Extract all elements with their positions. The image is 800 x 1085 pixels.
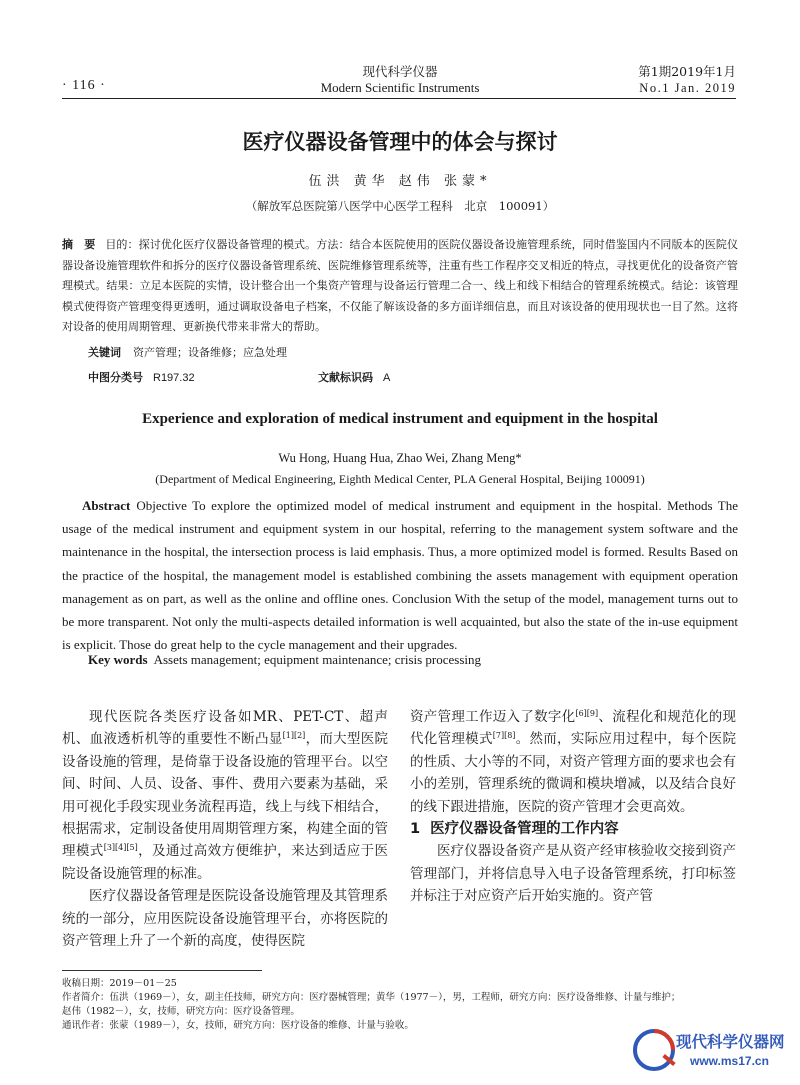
abstract-en	[62, 494, 738, 656]
doc-code-label: 文献标识码	[318, 371, 373, 384]
footnote-author-bio: 作者简介：伍洪（1969－），女，副主任技师，研究方向：医疗器械管理；黄华（1977－），男，工程师，研究方向：医疗设备维修、计量与维护；	[62, 992, 681, 1003]
abstract-en-text: Objective To explore the optimized model of medical instrument and equipment in the hospital. Methods The usage of the medical instrument and equipment system in our hospital, referring to the management system software and the maintenance in the hospital, the intersection process is laid emphasis. Thus, a more optimized model is formed. Results Based on the practice of the hospital, the management model is established combining the assets management with equipment operation management as on part, as well as the online and offline ones. Conclusion With the setup of the model, management turns out to be more transparent. Not only the multi-aspects detailed information is well acquainted, but also the state of the in-use equipment is explicit. Those do great help to the cycle management and their upgrades.	[62, 498, 738, 653]
clc-number	[88, 369, 195, 385]
paper-title-cn: 医疗仪器设备管理中的体会与探讨	[242, 129, 558, 154]
journal-name-cn: 现代科学仪器	[362, 64, 438, 79]
keywords-en-label: Key words	[88, 652, 148, 667]
body-column-right	[410, 706, 736, 908]
clc-value: R197.32	[153, 372, 195, 384]
keywords-cn	[88, 344, 287, 360]
authors-cn: 伍洪 黄华 赵伟 张蒙*	[308, 174, 492, 189]
keywords-cn-text: 资产管理；设备维修；应急处理	[133, 346, 287, 359]
citation: [3][4][5]	[103, 843, 138, 853]
authors-en: Wu Hong, Huang Hua, Zhao Wei, Zhang Meng*	[278, 451, 522, 465]
header-rule	[62, 98, 736, 99]
footnote-rule	[62, 970, 262, 971]
doc-code-value: A	[383, 372, 391, 384]
keywords-en	[88, 652, 481, 668]
footnote-corresponding: 通讯作者：张蒙（1989－），女，技师，研究方向：医疗设备的维修、计量与验收。	[62, 1020, 414, 1031]
abstract-cn	[62, 235, 738, 338]
paper-title-en: Experience and exploration of medical instrument and equipment in the hospital	[142, 411, 658, 427]
watermark-url: www.ms17.cn	[690, 1054, 769, 1068]
affiliation-cn: （解放军总医院第八医学中心医学工程科 北京 100091）	[245, 199, 555, 213]
citation: [6][9]	[575, 709, 599, 718]
keywords-en-text: Assets management; equipment maintenance; crisis processing	[153, 652, 482, 667]
body-column-left	[62, 706, 388, 952]
section-title: 医疗仪器设备管理的工作内容	[430, 821, 619, 838]
page-number: · 116 ·	[62, 78, 106, 93]
journal-name-en: Modern Scientific Instruments	[320, 80, 480, 95]
keywords-cn-label: 关键词	[88, 346, 121, 359]
section-number: 1	[410, 821, 421, 838]
body-paragraph: 资产管理工作迈入了数字化[6][9]、流程化和规范化的现代化管理模式[7][8]。然而，实际应用过程中，每个医院的性质、大小等的不同，对资产管理方面的要求也会有小的差别，管理系统的微调和模块增减，以及结合良好的线下跟进措施，医院的资产管理才会更高效。	[410, 709, 737, 815]
footnote-received: 收稿日期：2019－01－25	[62, 978, 177, 989]
citation: [7][8]	[492, 731, 516, 741]
citation: [1][2]	[282, 731, 306, 741]
section-heading	[410, 818, 736, 840]
issue-info	[638, 64, 736, 96]
issue-en: No.1 Jan. 2019	[639, 81, 736, 95]
document-code	[318, 369, 390, 385]
abstract-cn-label: 摘 要	[62, 238, 96, 251]
body-paragraph: 医疗仪器设备资产是从资产经审核验收交接到资产管理部门，并将信息导入电子设备管理系统，打印标签并标注于对应资产后开始实施的。资产管	[410, 843, 736, 905]
watermark-name: 现代科学仪器网	[676, 1033, 785, 1051]
issue-cn: 第1期2019年1月	[638, 64, 736, 79]
body-paragraph: 现代医院各类医疗设备如MR、PET-CT、超声机、血液透析机等的重要性不断凸显[1][2]，而大型医院设备设施的管理，是倚靠于设备设施的管理平台。以空间、时间、人员、设备、事件、费用六要素为基础，采用可视化手段实现业务流程再造，线上与线下相结合，根据需求，定制设备使用周期管理方案，构建全面的管理模式[3][4][5]，及通过高效方便维护，来达到适应于医院设备设施管理的标准。	[62, 709, 389, 882]
body-paragraph: 医疗仪器设备管理是医院设备设施管理及其管理系统的一部分，应用医院设备设施管理平台，亦将医院的资产管理上升了一个新的高度，使得医院	[62, 888, 388, 950]
abstract-en-label: Abstract	[82, 498, 131, 513]
affiliation-en: (Department of Medical Engineering, Eighth Medical Center, PLA General Hospital, Beijing 100091)	[155, 472, 645, 486]
clc-label: 中图分类号	[88, 371, 143, 384]
abstract-cn-text: 目的：探讨优化医疗仪器设备管理的模式。方法：结合本医院使用的医院仪器设备设施管理系统，同时借鉴国内不同版本的医院仪器设备设施管理软件和拆分的医疗仪器设备管理系统、医院维修管理系统等，注重有些工作程序交叉相近的特点，寻找更优化的设备资产管理模式。结果：立足本医院的实情，设计整合出一个集资产管理与设备运行管理二合一、线上和线下相结合的管理系统模式。结论：该管理模式使得资产管理变得更透明，通过调取设备电子档案，不仅能了解该设备的多方面详细信息，而且对该设备的使用现状也一目了然。这将对设备的使用周期管理、更新换代带来非常大的帮助。	[62, 238, 739, 333]
footnote-author-bio-cont: 赵伟（1982－），女，技师，研究方向：医疗设备管理。	[62, 1006, 300, 1017]
